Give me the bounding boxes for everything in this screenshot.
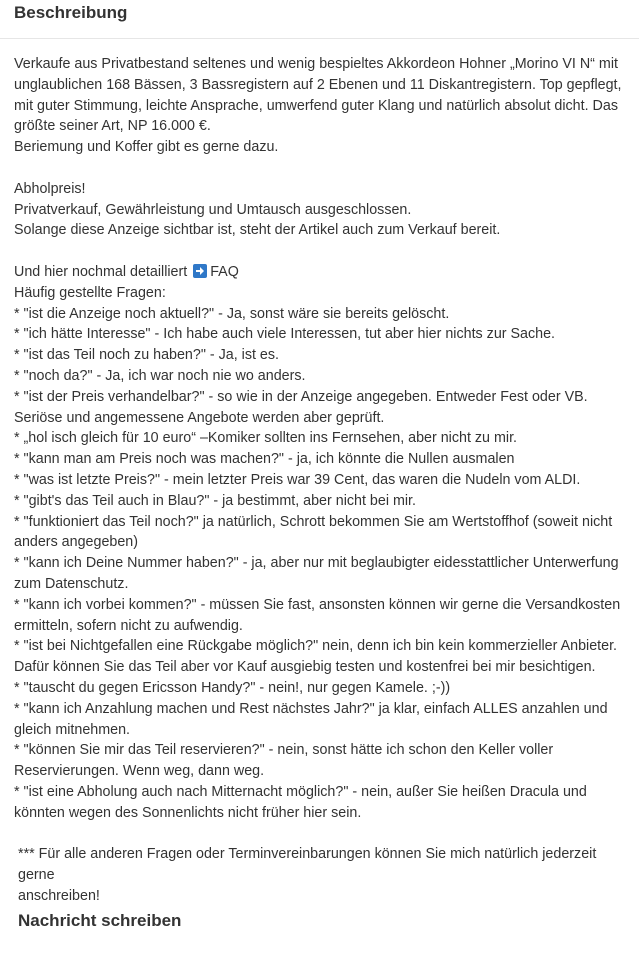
faq-line: * "kann man am Preis noch was machen?" - ja, ich könnte die Nullen ausmalen: [14, 451, 515, 468]
intro-line: Beriemung und Koffer gibt es gerne dazu.: [14, 139, 279, 156]
message-section-title: Nachricht schreiben: [18, 911, 182, 930]
faq-line: gleich mitnehmen.: [14, 721, 131, 738]
faq-line: Reservierungen. Wenn weg, dann weg.: [14, 763, 265, 780]
intro-line: unglaublichen 168 Bässen, 3 Bassregistern auf 2 Ebenen und 11 Diskantregistern. Top gepflegt,: [14, 76, 622, 93]
faq-line: * "ist die Anzeige noch aktuell?" - Ja, sonst wäre sie bereits gelöscht.: [14, 305, 450, 322]
faq-intro-text: Und hier nochmal detailliert: [14, 263, 188, 280]
description-body: [14, 54, 626, 907]
closing-text: [14, 844, 626, 906]
closing-line: anschreiben!: [18, 887, 100, 904]
faq-line: * "funktioniert das Teil noch?" ja natürlich, Schrott bekommen Sie am Wertstoffhof (soweit nicht: [14, 513, 613, 530]
faq-line: * "ist das Teil noch zu haben?" - Ja, ist es.: [14, 347, 279, 364]
faq-line: * "gibt's das Teil auch in Blau?" - ja bestimmt, aber nicht bei mir.: [14, 492, 416, 509]
faq-line: Seriöse und angemessene Angebote werden aber geprüft.: [14, 409, 385, 426]
faq-heading: Häufig gestellte Fragen:: [14, 284, 166, 301]
intro-text: [14, 54, 626, 158]
arrow-right-icon: [193, 264, 207, 278]
description-title: Beschreibung: [14, 3, 128, 22]
pickup-line: Privatverkauf, Gewährleistung und Umtausch ausgeschlossen.: [14, 201, 412, 218]
faq-line: * "was ist letzte Preis?" - mein letzter Preis war 39 Cent, das waren die Nudeln vom ALDI.: [14, 471, 581, 488]
faq-line: * "können Sie mir das Teil reservieren?" - nein, sonst hätte ich schon den Keller voller: [14, 742, 554, 759]
faq-line: * "tauscht du gegen Ericsson Handy?" - nein!, nur gegen Kamele. ;-)): [14, 679, 451, 696]
faq-line: * "ist eine Abholung auch nach Mitternacht möglich?" - nein, außer Sie heißen Dracula und: [14, 783, 587, 800]
faq-line: anders angegeben): [14, 534, 139, 551]
description-header: [0, 0, 639, 39]
faq-label: FAQ: [210, 263, 239, 280]
pickup-text: [14, 179, 626, 241]
faq-line: * „hol isch gleich für 10 euro“ –Komiker sollten ins Fernsehen, aber nicht zu mir.: [14, 430, 518, 447]
faq-line: * "ist bei Nichtgefallen eine Rückgabe möglich?" nein, denn ich bin kein kommerzieller Anbieter.: [14, 638, 618, 655]
faq-line: Dafür können Sie das Teil aber vor Kauf ausgiebig testen und kostenfrei bei mir besichtigen.: [14, 659, 596, 676]
faq-intro: [14, 262, 626, 283]
faq-line: könnten wegen des Sonnenlichts nicht früher hier sein.: [14, 804, 362, 821]
faq-line: ermitteln, sofern nicht zu aufwendig.: [14, 617, 243, 634]
pickup-line: Solange diese Anzeige sichtbar ist, steht der Artikel auch zum Verkauf bereit.: [14, 222, 501, 239]
faq-line: * "kann ich Anzahlung machen und Rest nächstes Jahr?" ja klar, einfach ALLES anzahlen und: [14, 700, 608, 717]
intro-line: Verkaufe aus Privatbestand seltenes und wenig bespieltes Akkordeon Hohner „Morino VI N“ mit: [14, 56, 618, 72]
intro-line: mit guter Stimmung, leichte Ansprache, umwerfend guter Klang und natürlich absolut dicht. Das: [14, 97, 618, 114]
intro-line: größte seiner Art, NP 16.000 €.: [14, 118, 211, 135]
faq-line: * "noch da?" - Ja, ich war noch nie wo anders.: [14, 367, 306, 384]
faq-line: * "kann ich Deine Nummer haben?" - ja, aber nur mit beglaubigter eidesstattlicher Unterwerfung: [14, 555, 619, 572]
faq-list: [14, 304, 626, 824]
closing-line: *** Für alle anderen Fragen oder Terminvereinbarungen können Sie mich natürlich jederzeit gerne: [18, 846, 597, 884]
faq-line: zum Datenschutz.: [14, 575, 129, 592]
faq-line: * "kann ich vorbei kommen?" - müssen Sie fast, ansonsten können wir gerne die Versandkosten: [14, 596, 621, 613]
pickup-line: Abholpreis!: [14, 180, 86, 197]
faq-line: * "ich hätte Interesse" - Ich habe auch viele Interessen, tut aber hier nichts zur Sache.: [14, 326, 556, 343]
faq-line: * "ist der Preis verhandelbar?" - so wie in der Anzeige angegeben. Entweder Fest oder VB.: [14, 388, 588, 405]
